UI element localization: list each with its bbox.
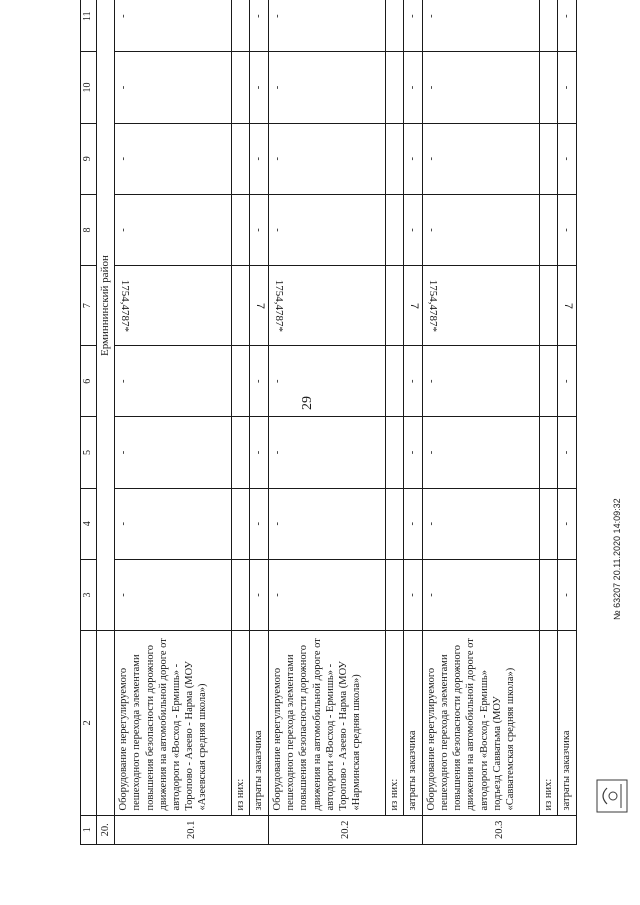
header-cell: 9 [81,123,97,194]
zatraty-label: затраты заказчика [558,631,577,815]
item-value [115,346,232,417]
zatraty-value-text: - [253,157,265,161]
seal-stamp [592,775,632,817]
zatraty-value [250,0,269,52]
item-value-text: - [426,14,437,18]
zatraty-value-text: - [561,593,573,597]
measures-table [80,0,577,845]
empty-cell [232,123,250,194]
empty-cell [540,0,558,52]
item-value [269,417,386,488]
empty-cell [386,417,404,488]
header-cell: 2 [81,631,97,815]
item-value-text: - [272,593,284,597]
item-value [115,0,232,52]
item-value-text: - [426,157,437,161]
empty-cell [386,266,404,346]
header-cell: 10 [81,52,97,123]
item-number: 20.1 [115,815,269,844]
empty-cell [232,194,250,265]
item-value-text: - [272,14,284,18]
item-value [269,194,386,265]
zatraty-value [404,417,423,488]
item-value [423,417,540,488]
zatraty-value-text: 7 [254,302,267,309]
zatraty-value-text: - [561,14,573,18]
empty-cell [232,488,250,559]
zatraty-value [404,0,423,52]
zatraty-value [250,52,269,123]
item-value-text: - [272,450,284,455]
zatraty-value [250,488,269,559]
item-value-text: 1754,4787* [426,279,439,332]
empty-cell [232,417,250,488]
zatraty-value-text: - [253,14,265,18]
empty-cell [540,123,558,194]
zatraty-row [404,0,423,845]
empty-cell [386,346,404,417]
item-value-text: - [272,228,284,232]
zatraty-value [404,488,423,559]
item-value [423,559,540,630]
zatraty-value [558,266,577,346]
empty-cell [540,417,558,488]
item-value-text: - [118,593,130,597]
item-value-text: - [272,379,284,383]
zatraty-value-text: - [407,14,419,18]
region-row [96,0,115,845]
empty-cell [540,346,558,417]
zatraty-value-text: - [561,379,573,383]
empty-cell [386,0,404,52]
header-cell: 11 [81,0,97,52]
item-number: 20.2 [269,815,423,844]
item-value-text: - [426,450,437,455]
header-cell: 7 [81,266,97,346]
iz-nih-row [540,0,558,845]
zatraty-value [558,417,577,488]
zatraty-value [404,123,423,194]
iz-nih-label: из них: [540,631,558,815]
page-number: 29 [300,396,315,410]
zatraty-value-text: - [253,228,265,232]
table-body [81,0,577,845]
zatraty-value-text: - [407,85,419,90]
item-value-text: - [118,522,130,526]
zatraty-value-text: - [407,593,419,597]
zatraty-value-text: 7 [561,302,574,309]
zatraty-value [404,559,423,630]
zatraty-value-text: - [407,522,419,526]
header-row [81,0,97,845]
zatraty-value [404,346,423,417]
zatraty-value-text: - [561,157,573,161]
zatraty-value [404,194,423,265]
empty-cell [540,559,558,630]
item-title: Оборудование нерегулируемого пешеходного перехода элементами повышения безопасности дорожного движения на автомобильной дороге от автодороги «Восход - Ермишь» подъезд Савватьма (МОУ «Савватемская средняя школа») [423,631,540,815]
item-value-text: - [118,85,130,90]
empty-cell [540,52,558,123]
zatraty-value [558,0,577,52]
iz-nih-row [232,0,250,845]
zatraty-value-text: - [407,379,419,383]
header-cell: 1 [81,815,97,844]
empty-cell [386,123,404,194]
empty-cell [386,194,404,265]
item-value-text: 1754,4787* [119,279,131,332]
registration-footer: № 63207 20.11.2020 14:09:32 [612,498,622,620]
iz-nih-label: из них: [386,631,404,815]
empty-cell [232,266,250,346]
zatraty-value-text: - [253,522,265,526]
item-value [115,417,232,488]
zatraty-value [558,52,577,123]
item-value [423,266,540,346]
empty-cell [232,52,250,123]
item-value-text: - [118,450,130,455]
zatraty-value-text: - [561,85,573,90]
item-value-text: - [426,228,437,232]
item-value-text: - [118,379,130,383]
header-cell: 3 [81,559,97,630]
zatraty-value [250,559,269,630]
zatraty-value-text: - [253,85,265,90]
rotated-table-wrapper [80,0,600,845]
item-value [115,559,232,630]
iz-nih-label: из них: [232,631,250,815]
header-cell: 5 [81,417,97,488]
zatraty-value-text: - [253,379,265,383]
region-name: Ерминнинский район [96,0,115,631]
item-value [423,346,540,417]
zatraty-value [250,266,269,346]
zatraty-value [250,417,269,488]
item-value-text: - [118,14,130,18]
zatraty-value [250,123,269,194]
zatraty-value [558,488,577,559]
iz-nih-row [386,0,404,845]
item-value [423,194,540,265]
item-value-text: - [272,157,284,161]
header-cell: 8 [81,194,97,265]
zatraty-value [558,346,577,417]
zatraty-value [558,123,577,194]
item-title: Оборудование нерегулируемого пешеходного перехода элементами повышения безопасности дорожного движения на автомобильной дороге от автодороги «Восход - Ермишь» - Торопово - Азеево - Нарма (МОУ «Нарминская средняя школа») [269,631,386,815]
header-cell: 4 [81,488,97,559]
item-value [115,194,232,265]
empty-cell [232,559,250,630]
zatraty-value-text: - [253,593,265,597]
empty-cell [232,346,250,417]
item-value [423,488,540,559]
zatraty-label: затраты заказчика [250,631,269,815]
zatraty-value-text: - [407,228,419,232]
item-value-text: 1754,4787* [272,279,285,332]
item-value [423,52,540,123]
item-row [115,0,232,845]
item-value [269,52,386,123]
item-value [115,488,232,559]
item-value-text: - [426,379,437,383]
item-value [269,266,386,346]
item-value-text: - [426,85,437,90]
item-value [115,52,232,123]
empty-cell [386,52,404,123]
zatraty-value-text: - [561,522,573,526]
header-cell: 6 [81,346,97,417]
item-value [115,266,232,346]
zatraty-row [558,0,577,845]
item-value [269,123,386,194]
item-title: Оборудование нерегулируемого пешеходного перехода элементами повышения безопасности дорожного движения на автомобильной дороге от автодороги «Восход - Ермишь» - Торопово - Азеево - Нарма (МОУ «Азеевская средняя школа») [115,631,232,815]
empty-cell [232,0,250,52]
item-number: 20.3 [423,815,577,844]
zatraty-value [404,52,423,123]
item-value [269,559,386,630]
empty-cell [386,488,404,559]
item-value [269,488,386,559]
zatraty-value [404,266,423,346]
zatraty-label: затраты заказчика [404,631,423,815]
zatraty-value-text: - [407,450,419,455]
empty-cell [540,194,558,265]
zatraty-row [250,0,269,845]
zatraty-value-text: 7 [408,302,420,309]
empty-cell [540,266,558,346]
zatraty-value-text: - [561,450,573,455]
zatraty-value-text: - [253,450,265,455]
empty-cell [540,488,558,559]
item-row [423,0,540,845]
zatraty-value [558,559,577,630]
item-value-text: - [426,522,437,526]
zatraty-value [558,194,577,265]
item-value-text: - [118,228,130,232]
item-value-text: - [426,593,437,597]
zatraty-value [250,194,269,265]
zatraty-value-text: - [407,157,419,161]
zatraty-value-text: - [561,228,573,232]
item-value [115,123,232,194]
item-value [423,0,540,52]
zatraty-value [250,346,269,417]
empty-cell [386,559,404,630]
region-empty [96,631,115,815]
item-value-text: - [272,85,284,90]
item-value [269,346,386,417]
item-row [269,0,386,845]
item-value [269,0,386,52]
item-value-text: - [272,522,284,526]
item-value [423,123,540,194]
region-number: 20. [96,815,115,844]
item-value-text: - [118,157,130,161]
